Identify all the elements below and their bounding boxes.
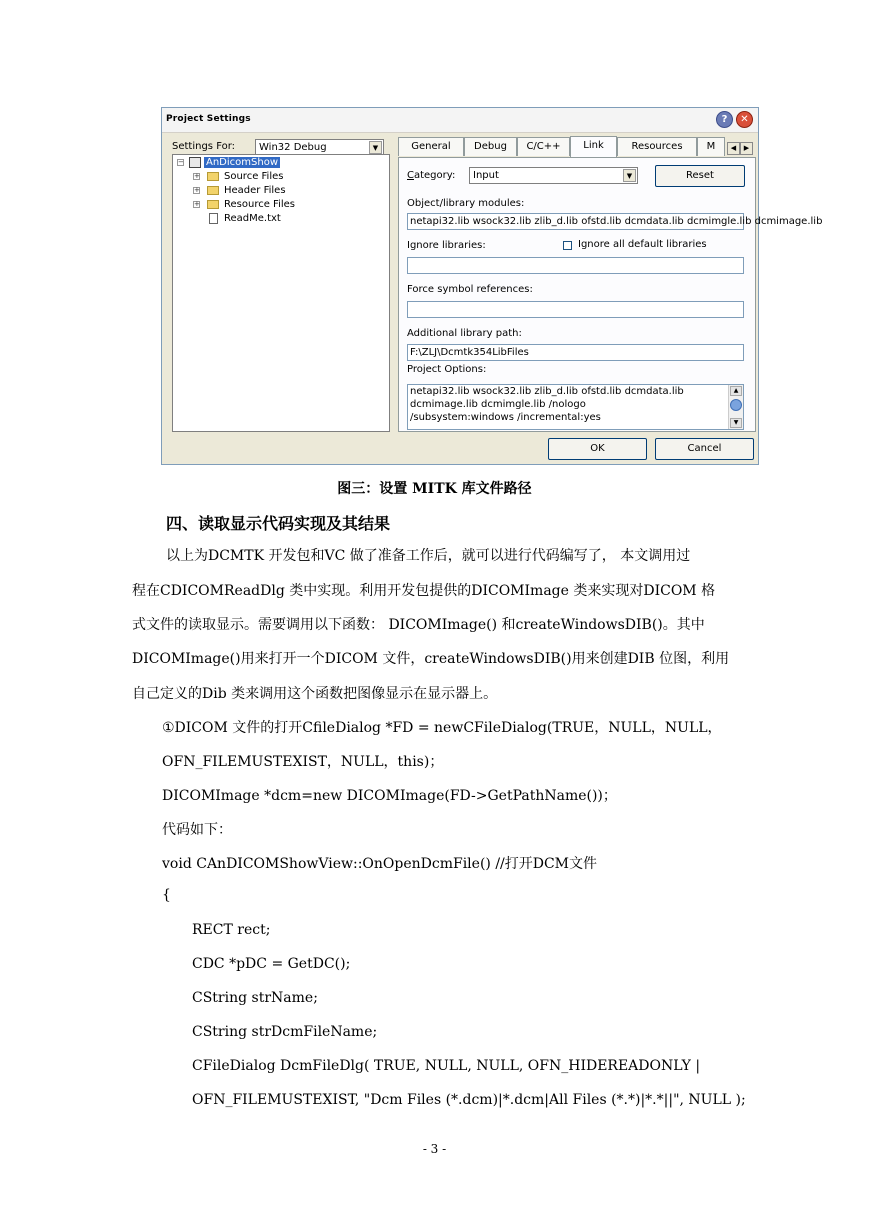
- help-button[interactable]: ?: [716, 111, 733, 128]
- folder-icon: [207, 200, 219, 209]
- paragraph-line: 式文件的读取显示。需要调用以下函数： DICOMImage() 和createWindowsDIB()。其中: [132, 617, 705, 633]
- project-options-label: Project Options:: [407, 364, 487, 375]
- collapse-icon[interactable]: −: [178, 158, 184, 166]
- project-options-line: dcmimage.lib dcmimgle.lib /nologo: [410, 399, 586, 410]
- paragraph-line: 程在CDICOMReadDlg 类中实现。利用开发包提供的DICOMImage 类来实现对DICOM 格: [132, 583, 716, 599]
- project-tree[interactable]: [172, 154, 390, 432]
- project-options-textarea[interactable]: [407, 384, 744, 430]
- scroll-down-icon[interactable]: ▼: [730, 418, 742, 428]
- paragraph-line: 自己定义的Dib 类来调用这个函数把图像显示在显示器上。: [132, 686, 498, 702]
- file-icon: [209, 213, 218, 224]
- force-symbol-input[interactable]: [407, 301, 744, 318]
- tree-root-label: AnDicomShow: [206, 157, 278, 168]
- code-line: void CAnDICOMShowView::OnOpenDcmFile() //打开DCM文件: [162, 856, 598, 872]
- settings-tabs: [398, 137, 756, 157]
- ignore-libraries-input[interactable]: [407, 257, 744, 274]
- tab-debug[interactable]: Debug: [464, 137, 517, 156]
- folder-icon: [207, 186, 219, 195]
- scroll-thumb[interactable]: [730, 399, 742, 411]
- tab-link[interactable]: Link: [570, 136, 617, 157]
- tree-item-resource-files[interactable]: Resource Files: [224, 199, 295, 210]
- paragraph-line: 以上为DCMTK 开发包和VC 做了准备工作后，就可以进行代码编写了， 本文调用过: [166, 548, 691, 564]
- code-intro-line: 代码如下：: [162, 822, 232, 838]
- ok-button[interactable]: OK: [548, 438, 647, 460]
- code-body-line: CDC *pDC = GetDC();: [192, 956, 351, 972]
- category-label: Category:: [407, 170, 456, 181]
- ignore-all-checkbox[interactable]: [563, 241, 572, 250]
- link-panel: [398, 157, 823, 432]
- code-intro-line: ①DICOM 文件的打开CfileDialog *FD = newCFileDialog(TRUE，NULL，NULL，: [162, 720, 722, 736]
- code-intro-line: OFN_FILEMUSTEXIST，NULL，this)；: [162, 754, 444, 770]
- code-body-line: CFileDialog DcmFileDlg( TRUE, NULL, NULL, OFN_HIDEREADONLY |: [192, 1058, 701, 1074]
- chevron-down-icon[interactable]: ▼: [623, 169, 636, 182]
- tree-item-header-files[interactable]: Header Files: [224, 185, 286, 196]
- expand-icon[interactable]: +: [194, 200, 200, 208]
- dialog-title: Project Settings: [166, 114, 251, 124]
- project-options-line: netapi32.lib wsock32.lib zlib_d.lib ofstd.lib dcmdata.lib: [410, 386, 684, 397]
- cancel-button[interactable]: Cancel: [655, 438, 754, 460]
- dialog-titlebar: [162, 108, 758, 133]
- additional-path-input[interactable]: F:\ZLJ\Dcmtk354LibFiles: [407, 344, 744, 361]
- tab-scroll-left-icon[interactable]: ◀: [727, 142, 740, 155]
- code-body-line: OFN_FILEMUSTEXIST, "Dcm Files (*.dcm)|*.dcm|All Files (*.*)|*.*||", NULL );: [192, 1092, 746, 1108]
- category-value: Input: [473, 170, 499, 181]
- tab-general[interactable]: General: [398, 137, 464, 156]
- tab-cpp[interactable]: C/C++: [517, 137, 570, 156]
- project-settings-dialog: [161, 107, 823, 465]
- reset-button[interactable]: Reset: [655, 165, 745, 187]
- ignore-libraries-label: Ignore libraries:: [407, 240, 486, 251]
- code-line: {: [162, 887, 171, 903]
- tab-resources[interactable]: Resources: [617, 137, 697, 156]
- tree-item-source-files[interactable]: Source Files: [224, 171, 284, 182]
- tree-item-readme[interactable]: ReadMe.txt: [224, 213, 281, 224]
- object-modules-label: Object/library modules:: [407, 198, 525, 209]
- figure-caption: 图三：设置 MITK 库文件路径: [337, 481, 532, 497]
- code-intro-line: DICOMImage *dcm=new DICOMImage(FD->GetPathName())；: [162, 788, 617, 804]
- expand-icon[interactable]: +: [194, 172, 200, 180]
- tab-more[interactable]: M: [697, 137, 725, 156]
- expand-icon[interactable]: +: [194, 186, 200, 194]
- settings-for-label: Settings For:: [172, 141, 236, 152]
- tab-scroll-right-icon[interactable]: ▶: [740, 142, 753, 155]
- code-body-line: CString strName;: [192, 990, 318, 1006]
- close-button[interactable]: ✕: [736, 111, 753, 128]
- project-icon: [189, 157, 201, 168]
- settings-for-value: Win32 Debug: [259, 142, 327, 153]
- object-modules-input[interactable]: netapi32.lib wsock32.lib zlib_d.lib ofstd.lib dcmdata.lib dcmimgle.lib dcmimage.lib: [407, 213, 744, 230]
- chevron-down-icon[interactable]: ▼: [369, 141, 382, 154]
- scroll-up-icon[interactable]: ▲: [730, 386, 742, 396]
- force-symbol-label: Force symbol references:: [407, 284, 533, 295]
- options-scrollbar[interactable]: [728, 385, 743, 429]
- project-options-line: /subsystem:windows /incremental:yes: [410, 412, 601, 423]
- folder-icon: [207, 172, 219, 181]
- page-number: - 3 -: [422, 1142, 447, 1156]
- paragraph-line: DICOMImage()用来打开一个DICOM 文件，createWindowsDIB()用来创建DIB 位图，利用: [132, 651, 730, 667]
- ignore-all-label: Ignore all default libraries: [578, 239, 707, 250]
- tree-item-root[interactable]: [204, 156, 280, 169]
- code-body-line: CString strDcmFileName;: [192, 1024, 378, 1040]
- code-body-line: RECT rect;: [192, 922, 271, 938]
- category-combo[interactable]: [469, 167, 638, 184]
- additional-path-label: Additional library path:: [407, 328, 522, 339]
- section-heading: 四、读取显示代码实现及其结果: [166, 514, 391, 533]
